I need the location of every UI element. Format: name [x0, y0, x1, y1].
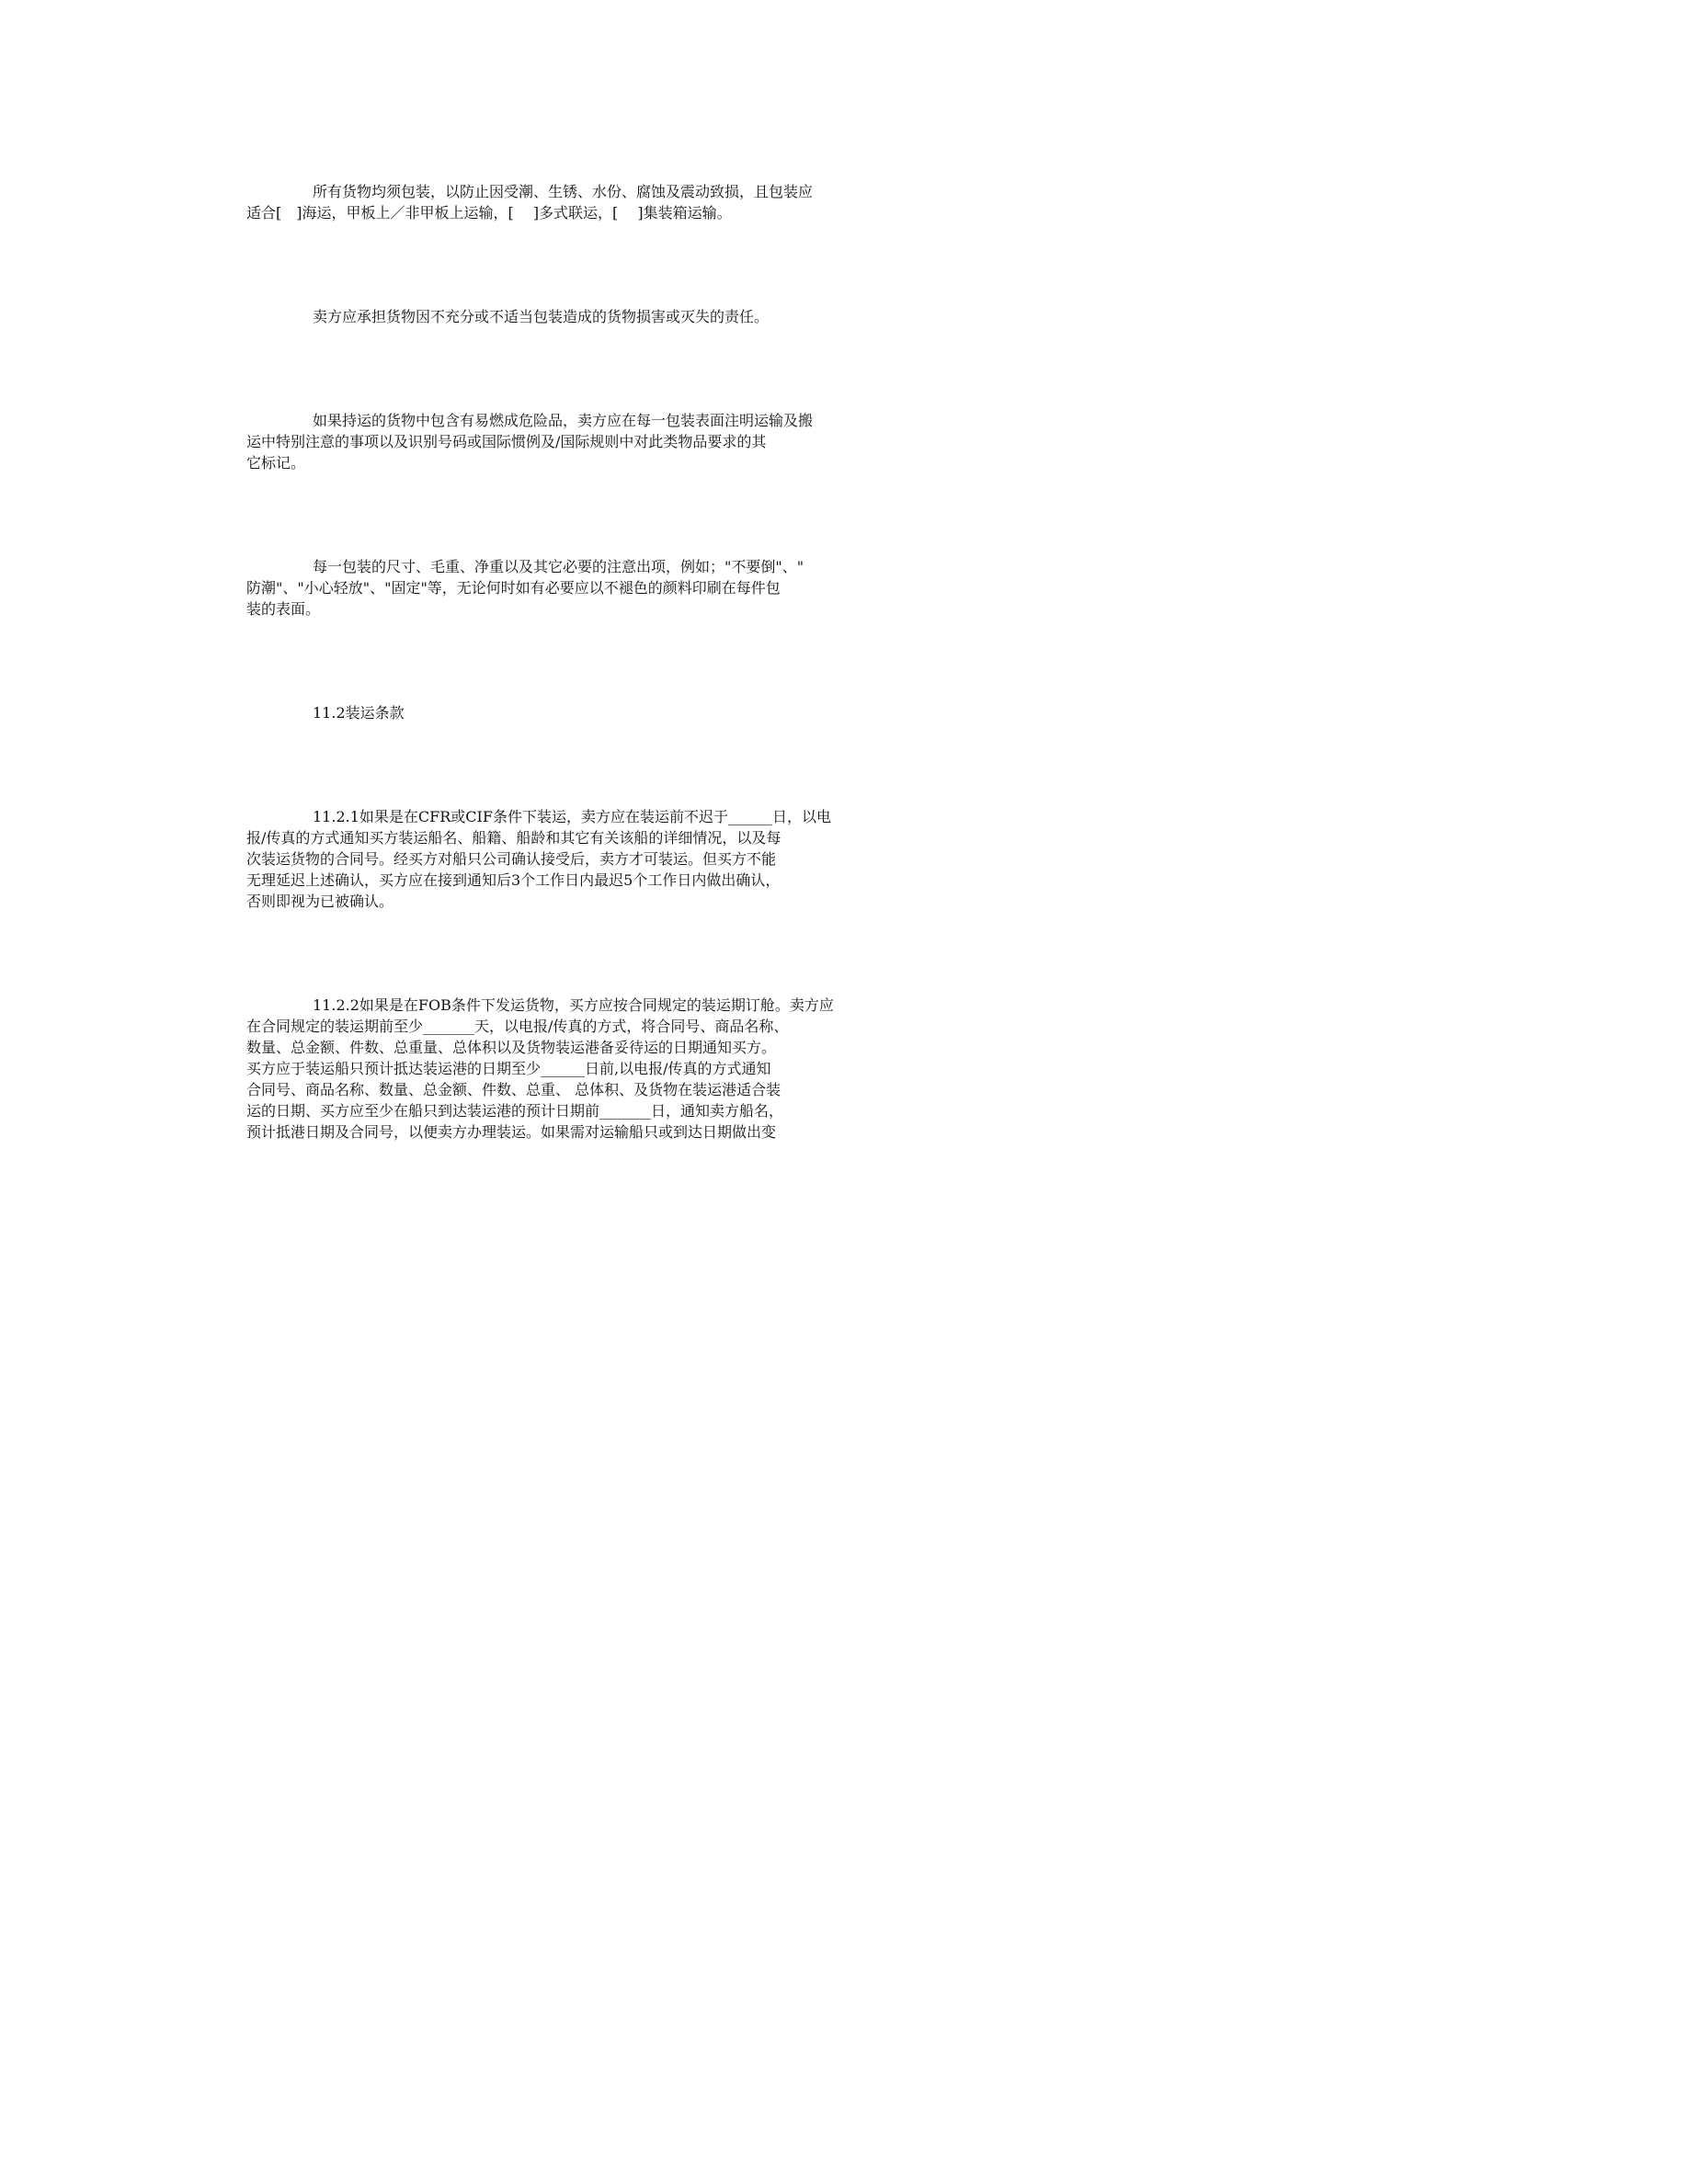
text-line: 预计抵港日期及合同号，以便卖方办理装运。如果需对运输船只或到达日期做出变 — [246, 1123, 777, 1141]
document-body — [246, 180, 1442, 1142]
text-line: 运中特别注意的事项以及识别号码或国际惯例及/国际规则中对此类物品要求的其 — [246, 433, 767, 450]
text-line: 适合[ ]海运，甲板上／非甲板上运输，[ ]多式联运，[ ]集装箱运输。 — [246, 204, 732, 222]
text-line: 无理延迟上述确认，买方应在接到通知后3个工作日内最迟5个工作日内做出确认， — [246, 871, 781, 889]
text-line: 11.2.2如果是在FOB条件下发运货物，买方应按合同规定的装运期订舱。卖方应 — [313, 996, 834, 1014]
text-line: 它标记。 — [246, 454, 306, 472]
paragraph-seller-liability — [246, 305, 1442, 326]
paragraph-cfr-cif-shipment — [246, 805, 1442, 911]
text-line: 数量、总金额、件数、总重量、总体积以及货物装运港备妥待运的日期通知买方。 — [246, 1039, 777, 1056]
text-line: 卖方应承担货物因不充分或不适当包装造成的货物损害或灭失的责任。 — [313, 308, 770, 325]
text-line: 11.2.1如果是在CFR或CIF条件下装运，卖方应在装运前不迟于______日，以电 — [313, 808, 831, 825]
paragraph-packaging — [246, 180, 1442, 222]
text-line: 所有货物均须包装，以防止因受潮、生锈、水份、腐蚀及震动致损，且包装应 — [313, 183, 814, 200]
text-line: 每一包装的尺寸、毛重、净重以及其它必要的注意出项，例如；"不要倒"、" — [313, 558, 804, 575]
paragraph-fob-shipment — [246, 994, 1442, 1142]
text-line: 否则即视为已被确认。 — [246, 893, 394, 910]
text-line: 装的表面。 — [246, 600, 321, 618]
text-line: 报/传真的方式通知买方装运船名、船籍、船龄和其它有关该船的详细情况，以及每 — [246, 829, 781, 847]
text-line: 在合同规定的装运期前至少_______天，以电报/传真的方式，将合同号、商品名称、 — [246, 1018, 789, 1035]
section-title: 11.2装运条款 — [313, 704, 405, 722]
text-line: 如果持运的货物中包含有易燃成危险品，卖方应在每一包装表面注明运输及搬 — [313, 412, 814, 429]
text-line: 合同号、商品名称、数量、总金额、件数、总重、 总体积、及货物在装运港适合装 — [246, 1081, 781, 1098]
text-line: 买方应于装运船只预计抵达装运港的日期至少______日前,以电报/传真的方式通知 — [246, 1060, 771, 1077]
section-heading — [246, 701, 1442, 722]
text-line: 运的日期、买方应至少在船只到达装运港的预计日期前_______日，通知卖方船名， — [246, 1102, 784, 1120]
paragraph-package-marking — [246, 555, 1442, 619]
text-line: 次装运货物的合同号。经买方对船只公司确认接受后，卖方才可装运。但买方不能 — [246, 850, 777, 868]
paragraph-dangerous-goods — [246, 409, 1442, 472]
text-line: 防潮"、"小心轻放"、"固定"等，无论何时如有必要应以不褪色的颜料印刷在每件包 — [246, 579, 781, 597]
